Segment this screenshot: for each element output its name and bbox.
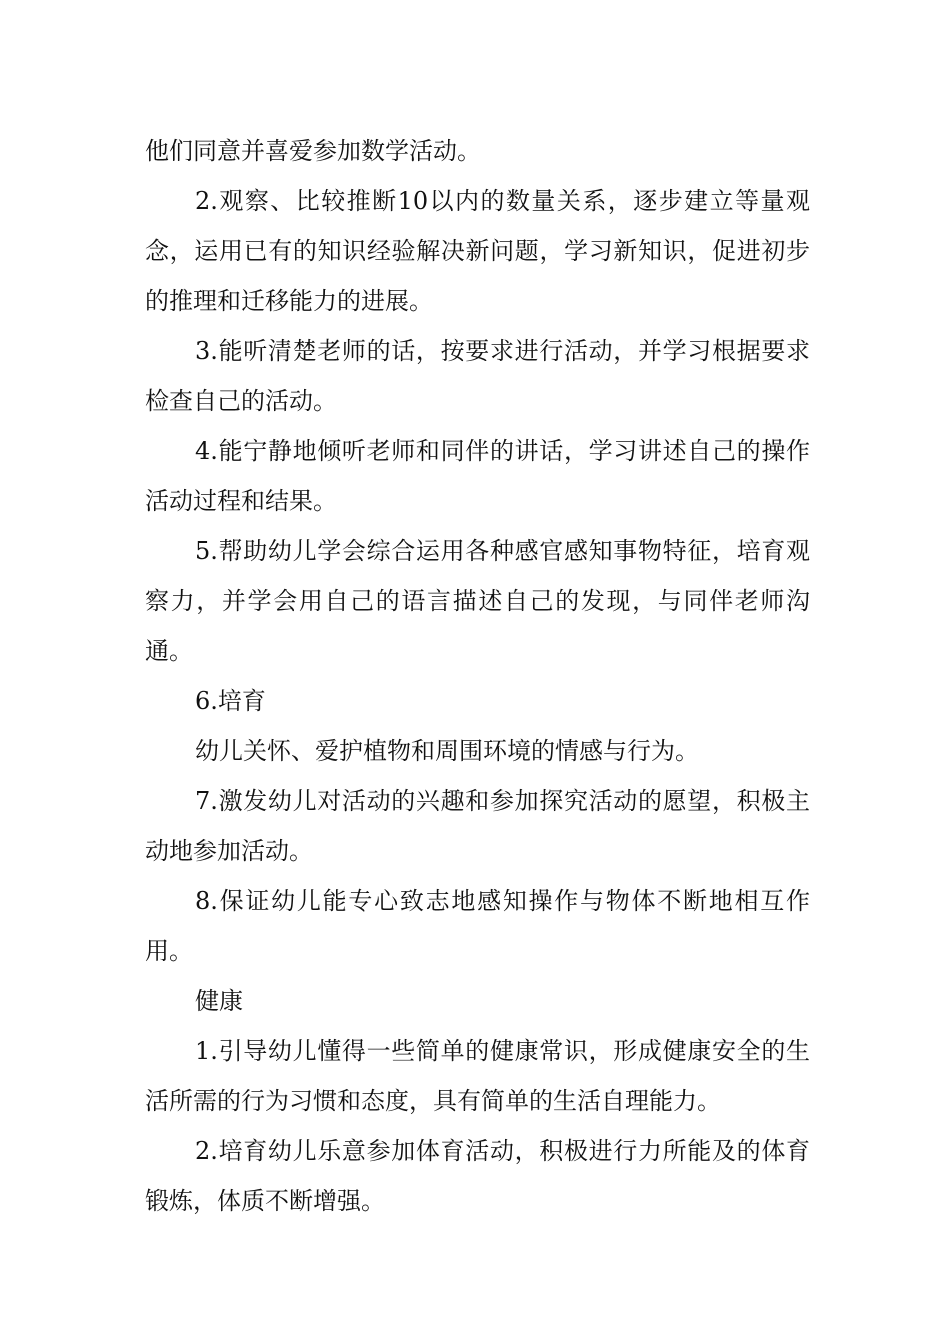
paragraph: 幼儿关怀、爱护植物和周围环境的情感与行为。 [195, 737, 699, 765]
paragraph: 5.帮助幼儿学会综合运用各种感官感知事物特征，培育观察力，并学会用自己的语言描述自己的发现，与同伴老师沟通。 [145, 537, 810, 665]
paragraph: 2.观察、比较推断10以内的数量关系，逐步建立等量观念，运用已有的知识经验解决新问题，学习新知识，促进初步的推理和迁移能力的进展。 [145, 187, 810, 315]
paragraph: 7.激发幼儿对活动的兴趣和参加探究活动的愿望，积极主动地参加活动。 [145, 787, 810, 865]
paragraph: 他们同意并喜爱参加数学活动。 [145, 137, 481, 165]
paragraph: 1.引导幼儿懂得一些简单的健康常识，形成健康安全的生活所需的行为习惯和态度，具有简单的生活自理能力。 [145, 1037, 810, 1115]
paragraph: 3.能听清楚老师的话，按要求进行活动，并学习根据要求检查自己的活动。 [145, 337, 810, 415]
document-body [145, 126, 810, 1226]
section-heading: 健康 [195, 987, 243, 1015]
paragraph: 4.能宁静地倾听老师和同伴的讲话，学习讲述自己的操作活动过程和结果。 [145, 437, 810, 515]
paragraph: 6.培育 [195, 687, 266, 715]
paragraph: 2.培育幼儿乐意参加体育活动，积极进行力所能及的体育锻炼，体质不断增强。 [145, 1137, 810, 1215]
paragraph: 8.保证幼儿能专心致志地感知操作与物体不断地相互作用。 [145, 887, 810, 965]
